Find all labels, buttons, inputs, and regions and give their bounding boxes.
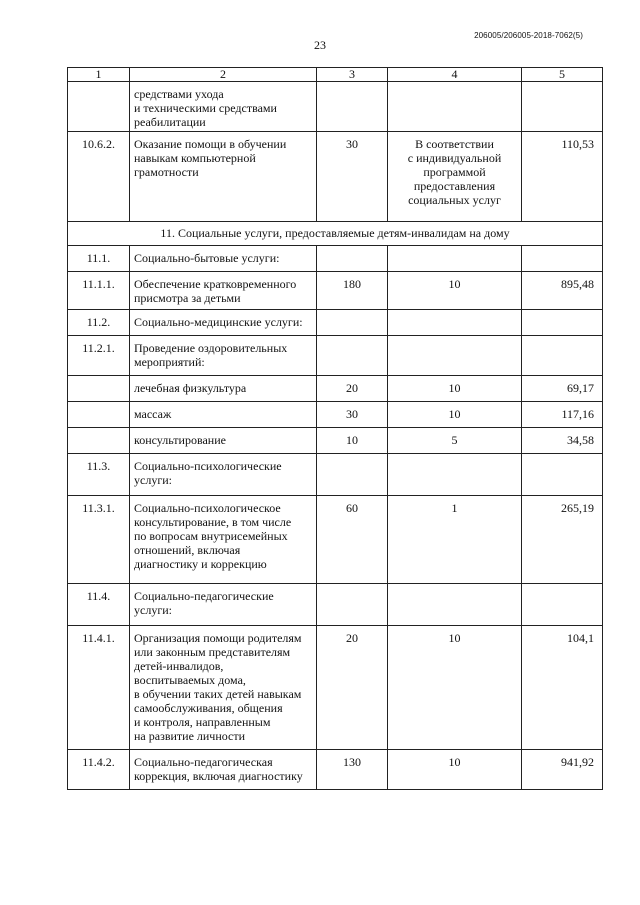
service-name-cell: Оказание помощи в обучении навыкам компьютерной грамотности [130,132,317,222]
column-header-3: 3 [317,68,388,82]
service-name-cell: Организация помощи родителям или законным представителям детей-инвалидов, воспитываемых дома, в обучении таких детей навыкам самообслуживания, общения и контроля, направленным на развитие личности [130,626,317,750]
document-code: 206005/206005-2018-7062(5) [474,31,583,40]
norm-cell: 10 [388,402,522,428]
norm-cell: В соответствии с индивидуальной программой предоставления социальных услуг [388,132,522,222]
tariff-cell: 895,48 [522,272,603,310]
row-number-cell: 11.3.1. [68,496,130,584]
table-row [68,428,603,454]
table-row [68,132,603,222]
quantity-cell: 30 [317,132,388,222]
row-number-cell: 11.4.1. [68,626,130,750]
service-name-cell: Социально-педагогическая коррекция, включая диагностику [130,750,317,790]
quantity-cell [317,336,388,376]
column-header-2: 2 [130,68,317,82]
tariff-cell: 117,16 [522,402,603,428]
table-row [68,626,603,750]
row-number-cell: 10.6.2. [68,132,130,222]
section-title: 11. Социальные услуги, предоставляемые детям-инвалидам на дому [68,222,603,246]
table-row [68,454,603,496]
norm-cell: 10 [388,376,522,402]
table-row [68,82,603,132]
service-name-cell: консультирование [130,428,317,454]
tariff-cell: 941,92 [522,750,603,790]
tariff-cell [522,310,603,336]
services-table [67,67,603,790]
norm-cell: 10 [388,626,522,750]
tariff-cell: 110,53 [522,132,603,222]
tariff-cell [522,246,603,272]
tariff-cell: 34,58 [522,428,603,454]
table-row [68,246,603,272]
table-row [68,272,603,310]
norm-cell [388,246,522,272]
table-row [68,496,603,584]
page-number: 23 [314,38,326,52]
quantity-cell [317,454,388,496]
service-name-cell: Обеспечение кратковременного присмотра за детьми [130,272,317,310]
service-name-cell: лечебная физкультура [130,376,317,402]
quantity-cell: 20 [317,376,388,402]
row-number-cell: 11.2. [68,310,130,336]
quantity-cell [317,310,388,336]
row-number-cell: 11.1. [68,246,130,272]
quantity-cell: 60 [317,496,388,584]
quantity-cell: 20 [317,626,388,750]
tariff-cell [522,584,603,626]
service-name-cell: Проведение оздоровительных мероприятий: [130,336,317,376]
quantity-cell [317,82,388,132]
norm-cell: 1 [388,496,522,584]
quantity-cell: 10 [317,428,388,454]
section-header-row [68,222,603,246]
table-row [68,336,603,376]
service-name-cell: Социально-психологические услуги: [130,454,317,496]
norm-cell [388,310,522,336]
service-name-cell: Социально-психологическое консультирование, в том числе по вопросам внутрисемейных отношений, включая диагностику и коррекцию [130,496,317,584]
row-number-cell: 11.4.2. [68,750,130,790]
norm-cell [388,454,522,496]
row-number-cell: 11.2.1. [68,336,130,376]
norm-cell: 10 [388,750,522,790]
row-number-cell: 11.4. [68,584,130,626]
table-header-row [68,68,603,82]
quantity-cell [317,246,388,272]
service-name-cell: средствами ухода и техническими средствами реабилитации [130,82,317,132]
column-header-5: 5 [522,68,603,82]
row-number-cell: 11.3. [68,454,130,496]
tariff-cell: 265,19 [522,496,603,584]
norm-cell [388,584,522,626]
tariff-cell: 104,1 [522,626,603,750]
table-row [68,376,603,402]
row-number-cell [68,428,130,454]
table-row [68,584,603,626]
norm-cell: 10 [388,272,522,310]
column-header-4: 4 [388,68,522,82]
table-row [68,750,603,790]
table-row [68,310,603,336]
row-number-cell [68,402,130,428]
tariff-cell [522,82,603,132]
tariff-cell [522,336,603,376]
norm-cell [388,82,522,132]
table-row [68,402,603,428]
quantity-cell [317,584,388,626]
service-name-cell: Социально-бытовые услуги: [130,246,317,272]
quantity-cell: 130 [317,750,388,790]
row-number-cell [68,376,130,402]
norm-cell [388,336,522,376]
quantity-cell: 180 [317,272,388,310]
quantity-cell: 30 [317,402,388,428]
row-number-cell: 11.1.1. [68,272,130,310]
service-name-cell: массаж [130,402,317,428]
service-name-cell: Социально-педагогические услуги: [130,584,317,626]
tariff-cell [522,454,603,496]
norm-cell: 5 [388,428,522,454]
column-header-1: 1 [68,68,130,82]
service-name-cell: Социально-медицинские услуги: [130,310,317,336]
row-number-cell [68,82,130,132]
tariff-cell: 69,17 [522,376,603,402]
